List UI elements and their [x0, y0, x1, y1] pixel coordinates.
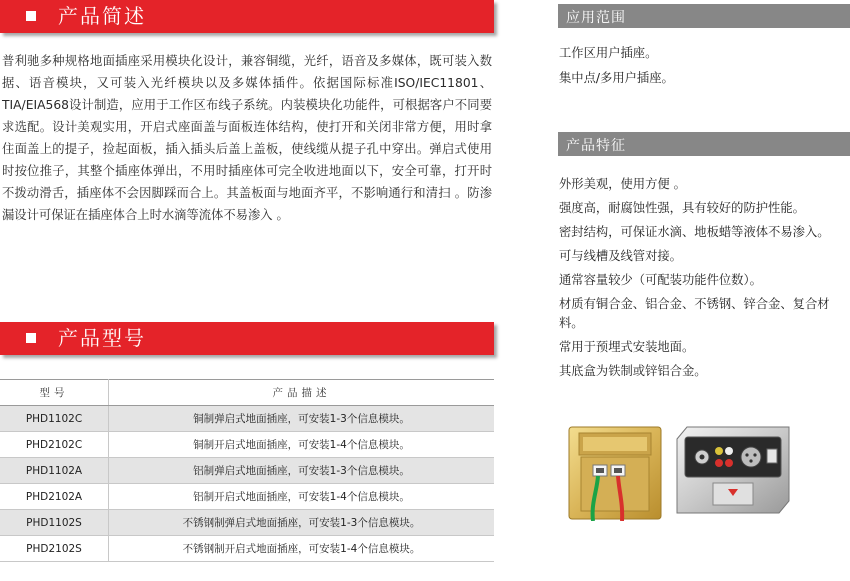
bullet-square-icon	[26, 333, 36, 343]
table-row	[0, 484, 494, 510]
description-cell: 不锈钢制弹启式地面插座，可安装1-3个信息模块。	[109, 510, 495, 536]
list-item: 强度高，耐腐蚀性强，具有较好的防护性能。	[559, 201, 805, 215]
table-row	[0, 458, 494, 484]
header-model: 型号	[0, 380, 109, 406]
list-item: 集中点/多用户插座。	[559, 71, 674, 85]
list-item: 材质有铜合金、铝合金、不锈钢、锌合金、复合材料。	[559, 297, 830, 330]
description-cell: 不锈钢制开启式地面插座，可安装1-4个信息模块。	[109, 536, 495, 562]
table-row	[0, 510, 494, 536]
list-item: 通常容量较少（可配装功能件位数）。	[559, 273, 762, 287]
table-row	[0, 536, 494, 562]
application-list	[559, 44, 841, 88]
list-item: 密封结构，可保证水滴、地板蜡等液体不易渗入。	[559, 225, 830, 239]
model-cell: PHD1102S	[0, 510, 109, 536]
model-cell: PHD1102A	[0, 458, 109, 484]
application-title: 应用范围	[566, 10, 626, 26]
models-title: 产品型号	[58, 326, 146, 350]
list-item: 可与线槽及线管对接。	[559, 249, 682, 263]
list-item: 工作区用户插座。	[559, 46, 658, 60]
models-banner	[0, 322, 494, 355]
model-cell: PHD2102C	[0, 432, 109, 458]
models-table	[0, 379, 494, 562]
table-row	[0, 432, 494, 458]
header-description: 产品描述	[109, 380, 495, 406]
intro-paragraph: 普利驰多种规格地面插座采用模块化设计，兼容铜缆，光纤，语音及多媒体，既可装入数据、语音模块，又可装入光纤模块以及多媒体插件。依据国际标准ISO/IEC11801、TIA/EIA568设计制造，应用于工作区布线子系统。内装模块化功能件，可根据客户不同要求选配。设计美观实用，开启式座面盖与面板连体结构，使打开和关闭非常方便，用时拿住面盖上的提子，捡起面板，插入插头后盖上盖板，使线缆从提子孔中穿出。弹启式使用时按位推子，其整个插座体弹出，不用时插座体可完全收进地面以下，安全可靠，打开时不拨动滑舌，插座体不会因脚踩而合上。其盖板面与地面齐平，不影响通行和清扫 。防渗漏设计可保证在插座体合上时水滴等流体不易渗入 。	[2, 54, 492, 222]
intro-title: 产品简述	[58, 4, 146, 28]
table-row	[0, 406, 494, 432]
features-title: 产品特征	[566, 138, 626, 154]
model-cell: PHD2102S	[0, 536, 109, 562]
list-item: 常用于预埋式安装地面。	[559, 340, 695, 354]
intro-banner	[0, 0, 494, 33]
bullet-square-icon	[26, 11, 36, 21]
description-cell: 铝制开启式地面插座，可安装1-4个信息模块。	[109, 484, 495, 510]
list-item: 其底盒为铁制或锌铝合金。	[559, 364, 707, 378]
description-cell: 铝制弹启式地面插座，可安装1-3个信息模块。	[109, 458, 495, 484]
application-header	[558, 4, 850, 28]
features-list	[559, 175, 841, 381]
list-item: 外形美观，使用方便 。	[559, 177, 686, 191]
model-cell: PHD2102A	[0, 484, 109, 510]
description-cell: 铜制开启式地面插座，可安装1-4个信息模块。	[109, 432, 495, 458]
features-header	[558, 132, 850, 156]
description-cell: 铜制弹启式地面插座，可安装1-3个信息模块。	[109, 406, 495, 432]
table-header-row	[0, 380, 494, 406]
silver-floor-socket-image	[675, 425, 791, 515]
model-cell: PHD1102C	[0, 406, 109, 432]
brass-floor-socket-image	[567, 425, 663, 521]
